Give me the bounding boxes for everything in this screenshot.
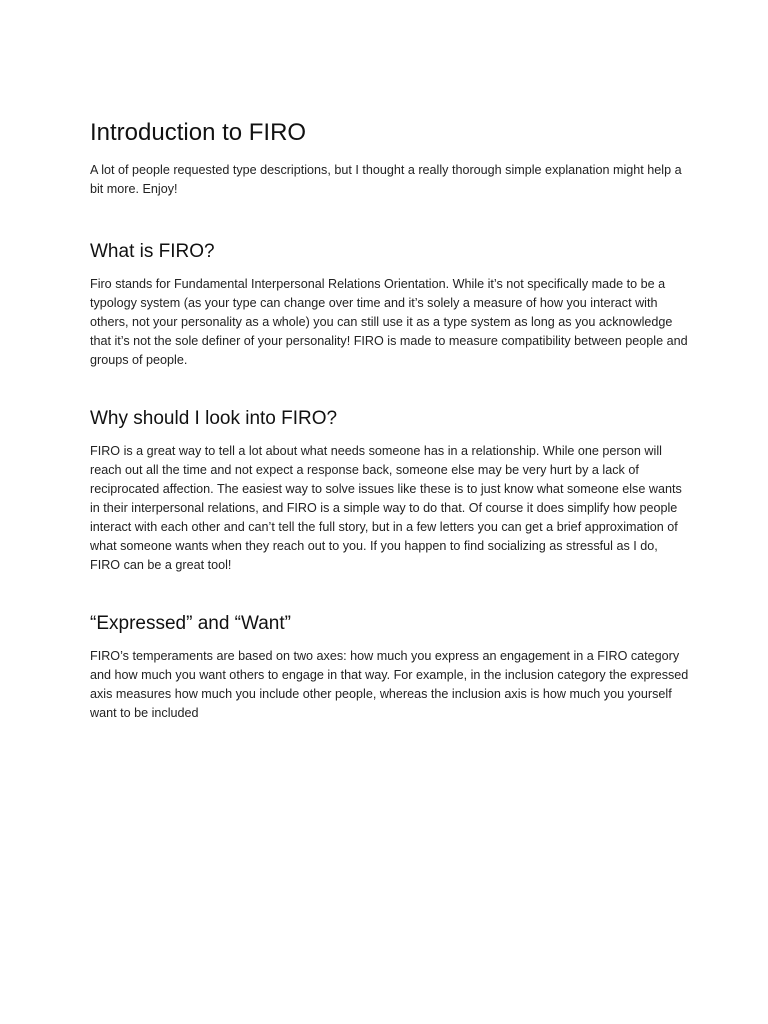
intro-paragraph: A lot of people requested type descriptions, but I thought a really thorough simple explanation might help a bit more. Enjoy!	[90, 163, 682, 196]
document-title: Introduction to FIRO	[90, 119, 307, 146]
section-why-look-into-firo	[90, 406, 690, 575]
document-page	[90, 117, 690, 759]
section-heading: What is FIRO?	[90, 241, 215, 262]
section-heading: Why should I look into FIRO?	[90, 408, 338, 429]
section-body: FIRO’s temperaments are based on two axes: how much you express an engagement in a FIRO category and how much you want others to engage in that way. For example, in the inclusion category the expressed axis measures how much you include other people, whereas the inclusion axis is how much you yourself want to be included	[90, 649, 689, 720]
section-body: FIRO is a great way to tell a lot about what needs someone has in a relationship. While one person will reach out all the time and not expect a response back, someone else may be very hurt by a lack of reciprocated affection. The easiest way to solve issues like these is to just know what someone else wants in their interpersonal relations, and FIRO is a simple way to do that. Of course it does simplify how people interact with each other and can’t tell the full story, but in a few letters you can get a brief approximation of what someone wants when they reach out to you. If you happen to find socializing as stressful as I do, FIRO can be a great tool!	[90, 444, 682, 572]
section-expressed-and-want	[90, 611, 690, 723]
section-heading: “Expressed” and “Want”	[90, 613, 291, 634]
section-what-is-firo	[90, 239, 690, 370]
section-body: Firo stands for Fundamental Interpersonal Relations Orientation. While it’s not specifically made to be a typology system (as your type can change over time and it’s solely a measure of how you interact with others, not your personality as a whole) you can still use it as a type system as long as you acknowledge that it’s not the sole definer of your personality! FIRO is made to measure compatibility between people and groups of people.	[90, 277, 688, 367]
